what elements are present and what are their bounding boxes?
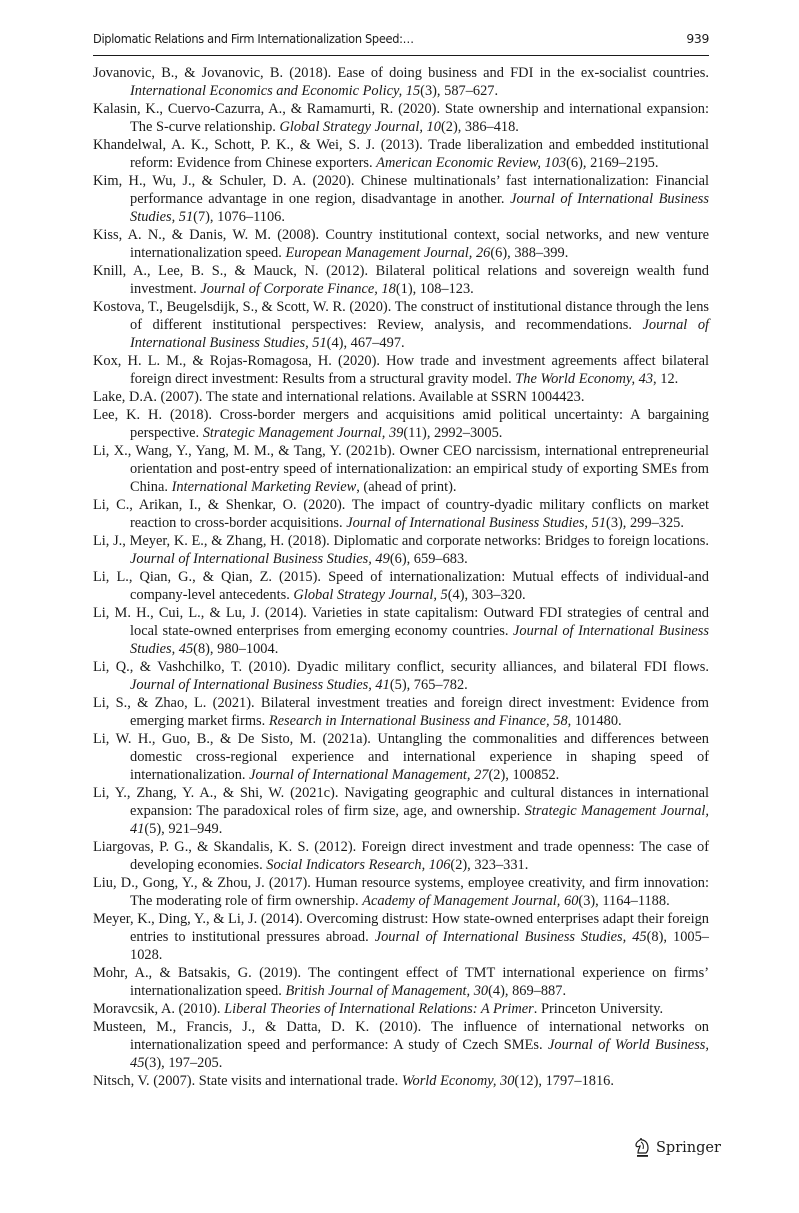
reference-locator: . Princeton University. bbox=[533, 1001, 664, 1017]
reference-entry bbox=[93, 100, 709, 136]
reference-locator: (12), 1797–1816. bbox=[514, 1073, 614, 1089]
reference-locator: , (ahead of print). bbox=[356, 479, 457, 495]
reference-locator: (3), 1164–1188. bbox=[578, 893, 670, 909]
reference-entry bbox=[93, 226, 709, 262]
reference-text: Li, Y., Zhang, Y. A., & Shi, W. (2021c). Navigating geographic and cultural distances in international expansion: The paradoxical roles of firm size, age, and ownership. bbox=[93, 785, 709, 819]
reference-entry bbox=[93, 388, 709, 406]
reference-locator: (3), 197–205. bbox=[144, 1055, 223, 1071]
reference-list bbox=[93, 64, 709, 1090]
reference-entry bbox=[93, 838, 709, 874]
publisher-name: Springer bbox=[656, 1140, 721, 1156]
reference-entry bbox=[93, 532, 709, 568]
reference-text: Meyer, K., Ding, Y., & Li, J. (2014). Overcoming distrust: How state-owned enterprises adapt their foreign entries to institutional pressures abroad. bbox=[93, 911, 709, 945]
reference-entry bbox=[93, 568, 709, 604]
reference-entry bbox=[93, 406, 709, 442]
reference-source: Journal of International Business Studies, 41 bbox=[130, 677, 390, 693]
page-number: 939 bbox=[686, 31, 709, 46]
reference-locator: (5), 921–949. bbox=[144, 821, 223, 837]
header-rule bbox=[93, 55, 709, 56]
reference-source: Journal of International Business Studies, 51 bbox=[130, 317, 710, 351]
publisher-logo bbox=[634, 1136, 721, 1160]
reference-source: Research in International Business and Finance, 58 bbox=[268, 713, 568, 729]
reference-entry bbox=[93, 730, 709, 784]
reference-entry bbox=[93, 136, 709, 172]
reference-source: Journal of International Business Studies, 51 bbox=[346, 515, 607, 531]
reference-locator: (2), 100852. bbox=[488, 767, 560, 783]
reference-entry bbox=[93, 298, 709, 352]
reference-text: Li, S., & Zhao, L. (2021). Bilateral investment treaties and foreign direct investment: Evidence from emerging market firms. bbox=[93, 695, 709, 729]
reference-entry bbox=[93, 1018, 709, 1072]
reference-source: European Management Journal, 26 bbox=[285, 245, 491, 261]
reference-entry bbox=[93, 910, 709, 964]
reference-text: Li, J., Meyer, K. E., & Zhang, H. (2018). Diplomatic and corporate networks: Bridges to foreign locations. bbox=[93, 533, 709, 549]
reference-text: Musteen, M., Francis, J., & Datta, D. K. (2010). The influence of international networks on internationalization speed and performance: A study of Czech SMEs. bbox=[93, 1019, 709, 1053]
running-head bbox=[93, 31, 709, 51]
reference-text: Mohr, A., & Batsakis, G. (2019). The contingent effect of TMT international experience on firms’ internationalization speed. bbox=[93, 965, 709, 999]
reference-locator: (5), 765–782. bbox=[389, 677, 468, 693]
reference-text: Kim, H., Wu, J., & Schuler, D. A. (2020). Chinese multinationals’ fast internationalization: Financial performance advantage in one region, disadvantage in another. bbox=[93, 173, 709, 207]
reference-source: Liberal Theories of International Relations: A Primer bbox=[224, 1001, 534, 1017]
reference-entry bbox=[93, 604, 709, 658]
reference-source: British Journal of Management, 30 bbox=[285, 983, 489, 999]
reference-source: Journal of International Business Studies, 49 bbox=[130, 551, 390, 567]
reference-locator: (4), 869–887. bbox=[488, 983, 567, 999]
reference-locator: (2), 386–418. bbox=[440, 119, 519, 135]
reference-entry bbox=[93, 658, 709, 694]
reference-entry bbox=[93, 352, 709, 388]
reference-entry bbox=[93, 874, 709, 910]
reference-entry bbox=[93, 496, 709, 532]
reference-locator: (3), 299–325. bbox=[606, 515, 684, 531]
reference-text: Nitsch, V. (2007). State visits and international trade. bbox=[93, 1073, 402, 1089]
reference-source: International Marketing Review bbox=[171, 479, 357, 495]
reference-locator: (3), 587–627. bbox=[420, 83, 499, 99]
reference-text: Lee, K. H. (2018). Cross-border mergers and acquisitions amid political uncertainty: A bargaining perspective. bbox=[93, 407, 709, 441]
reference-entry bbox=[93, 172, 709, 226]
reference-entry bbox=[93, 442, 709, 496]
reference-entry bbox=[93, 964, 709, 1000]
reference-text: Kalasin, K., Cuervo-Cazurra, A., & Ramamurti, R. (2020). State ownership and international expansion: The S-curve relationship. bbox=[93, 101, 709, 135]
reference-text: Jovanovic, B., & Jovanovic, B. (2018). Ease of doing business and FDI in the ex-socialist countries. bbox=[93, 65, 709, 81]
reference-text: Moravcsik, A. (2010). bbox=[93, 1001, 225, 1017]
reference-locator: (8), 1005–1028. bbox=[130, 929, 709, 963]
reference-locator: (7), 1076–1106. bbox=[193, 209, 285, 225]
reference-source: Journal of International Management, 27 bbox=[249, 767, 489, 783]
reference-source: Journal of International Business Studies, 45 bbox=[130, 623, 709, 657]
reference-source: International Economics and Economic Policy, 15 bbox=[130, 83, 421, 99]
reference-entry bbox=[93, 262, 709, 298]
reference-locator: (4), 467–497. bbox=[326, 335, 405, 351]
reference-source: Journal of International Business Studies, 51 bbox=[130, 191, 709, 225]
reference-text: Liargovas, P. G., & Skandalis, K. S. (2012). Foreign direct investment and trade openness: The case of developing economies. bbox=[93, 839, 709, 873]
reference-text: Li, C., Arikan, I., & Shenkar, O. (2020). The impact of country-dyadic military conflicts on market reaction to cross-border acquisitions. bbox=[93, 497, 709, 531]
reference-text: Kiss, A. N., & Danis, W. M. (2008). Country institutional context, social networks, and new venture internationalization speed. bbox=[93, 227, 709, 261]
reference-locator: , 101480. bbox=[567, 713, 622, 729]
reference-entry bbox=[93, 1072, 709, 1090]
reference-source: Journal of International Business Studies, 45 bbox=[374, 929, 647, 945]
reference-locator: (6), 388–399. bbox=[490, 245, 569, 261]
reference-text: Lake, D.A. (2007). The state and international relations. Available at SSRN 1004423. bbox=[93, 389, 585, 405]
reference-source: World Economy, 30 bbox=[401, 1073, 515, 1089]
reference-text: Knill, A., Lee, B. S., & Mauck, N. (2012). Bilateral political relations and sovereign wealth fund investment. bbox=[93, 263, 709, 297]
reference-source: Social Indicators Research, 106 bbox=[266, 857, 451, 873]
reference-source: Strategic Management Journal, 41 bbox=[130, 803, 709, 837]
reference-locator: (1), 108–123. bbox=[395, 281, 474, 297]
reference-source: American Economic Review, 103 bbox=[376, 155, 567, 171]
reference-entry bbox=[93, 64, 709, 100]
springer-knight-icon bbox=[634, 1138, 650, 1158]
reference-locator: (8), 980–1004. bbox=[193, 641, 279, 657]
reference-source: Journal of Corporate Finance, 18 bbox=[200, 281, 396, 297]
reference-text: Li, X., Wang, Y., Yang, M. M., & Tang, Y. (2021b). Owner CEO narcissism, international entrepreneurial orientation and post-entry speed of internationalization: an empirical study of exporting SMEs from China. bbox=[93, 443, 709, 495]
reference-text: Liu, D., Gong, Y., & Zhou, J. (2017). Human resource systems, employee creativity, and firm innovation: The moderating role of firm ownership. bbox=[93, 875, 709, 909]
reference-source: Global Strategy Journal, 10 bbox=[279, 119, 441, 135]
reference-locator: (2), 323–331. bbox=[450, 857, 529, 873]
reference-source: Strategic Management Journal, 39 bbox=[202, 425, 404, 441]
reference-source: Global Strategy Journal, 5 bbox=[293, 587, 448, 603]
reference-locator: (6), 2169–2195. bbox=[566, 155, 659, 171]
reference-entry bbox=[93, 694, 709, 730]
reference-text: Khandelwal, A. K., Schott, P. K., & Wei, S. J. (2013). Trade liberalization and embedded institutional reform: Evidence from Chinese exporters. bbox=[93, 137, 709, 171]
reference-text: Li, Q., & Vashchilko, T. (2010). Dyadic military conflict, security alliances, and bilateral FDI flows. bbox=[93, 659, 709, 675]
reference-text: Li, L., Qian, G., & Qian, Z. (2015). Speed of internationalization: Mutual effects of individual-and company-level antecedents. bbox=[93, 569, 709, 603]
reference-locator: , 12. bbox=[653, 371, 679, 387]
reference-locator: (6), 659–683. bbox=[389, 551, 468, 567]
reference-text: Li, M. H., Cui, L., & Lu, J. (2014). Varieties in state capitalism: Outward FDI strategies of central and local state-owned enterprises from emerging economy countries. bbox=[93, 605, 709, 639]
running-title: Diplomatic Relations and Firm Internationalization Speed:… bbox=[93, 31, 414, 46]
reference-source: Journal of World Business, 45 bbox=[130, 1037, 710, 1071]
reference-text: Kostova, T., Beugelsdijk, S., & Scott, W. R. (2020). The construct of institutional distance through the lens of different institutional perspectives: Review, analysis, and recommendations. bbox=[93, 299, 709, 333]
reference-text: Kox, H. L. M., & Rojas-Romagosa, H. (2020). How trade and investment agreements affect bilateral foreign direct investment: Results from a structural gravity model. bbox=[93, 353, 709, 387]
reference-entry bbox=[93, 784, 709, 838]
reference-locator: (11), 2992–3005. bbox=[403, 425, 503, 441]
reference-entry bbox=[93, 1000, 709, 1018]
reference-locator: (4), 303–320. bbox=[447, 587, 526, 603]
reference-source: Academy of Management Journal, 60 bbox=[362, 893, 579, 909]
reference-source: The World Economy, 43 bbox=[515, 371, 654, 387]
reference-text: Li, W. H., Guo, B., & De Sisto, M. (2021a). Untangling the commonalities and differences between domestic cross-regional experience and international experience in shaping speed of internationalization. bbox=[93, 731, 709, 783]
